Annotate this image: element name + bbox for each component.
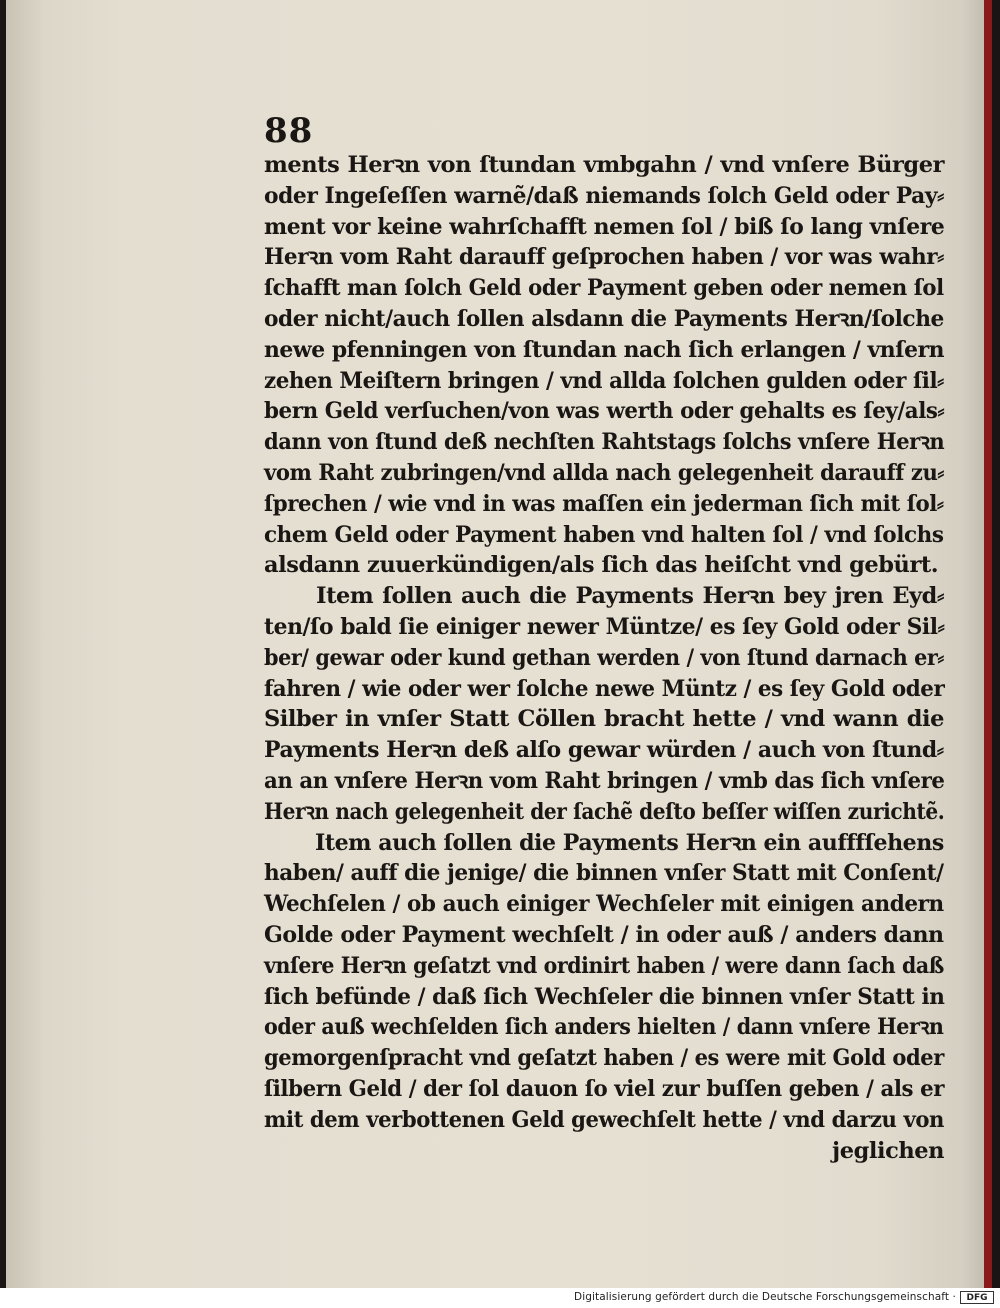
page-number: 88 [264, 111, 314, 151]
text-line: oder Ingeſeſſen warnẽ/daß niemands ſolch Geld oder Pay⸗ [264, 182, 944, 209]
text-line: ſilbern Geld / der ſol dauon ſo viel zur buſſen geben / als er [264, 1075, 945, 1102]
footer-credit: Digitalisierung gefördert durch die Deutsche Forschungsgemeinschaft · [574, 1291, 956, 1303]
text-line: chem Geld oder Payment haben vnd halten ſol / vnd ſolchs [264, 521, 944, 548]
text-line: Herꝛn vom Raht darauff geſprochen haben / vor was wahr⸗ [264, 244, 944, 271]
text-line: ſprechen / wie vnd in was maſſen ein jederman ſich mit ſol⸗ [264, 490, 944, 517]
text-line: Wechſelen / ob auch einiger Wechſeler mit einigen andern [264, 891, 944, 918]
text-line: ments Herꝛn von ſtundan vmbgahn / vnd vnſere Bürger [264, 152, 944, 178]
text-line: ſchafft man ſolch Geld oder Payment geben oder nemen ſol [264, 275, 944, 302]
footer-bar [0, 1288, 1000, 1308]
text-line: dann von ſtund deß nechſten Rahtstags ſolchs vnſere Herꝛn [264, 429, 945, 456]
text-line: ber/ gewar oder kund gethan werden / von ſtund darnach er⸗ [264, 644, 944, 671]
catchword: jeglichen [832, 1137, 944, 1164]
paragraph-start-line: Item auch ſollen die Payments Herꝛn ein aufffſehens [314, 829, 944, 856]
text-line: Herꝛn nach gelegenheit der ſachẽ deſto beſſer wiſſen zurichtẽ. [264, 798, 945, 825]
text-line: mit dem verbottenen Geld gewechſelt hette / vnd darzu von [264, 1106, 944, 1133]
text-line: fahren / wie oder wer ſolche newe Müntz / es ſey Gold oder [264, 675, 945, 702]
text-line: ment vor keine wahrſchafft nemen ſol / biß ſo lang vnſere [264, 213, 945, 240]
text-line: gemorgenſpracht vnd geſatzt haben / es were mit Gold oder [264, 1045, 944, 1072]
text-line: vnſere Herꝛn geſatzt vnd ordinirt haben / were dann ſach daß [264, 952, 944, 979]
text-line: Golde oder Payment wechſelt / in oder auß / anders dann [264, 921, 944, 948]
text-line: newe pfenningen von ſtundan nach ſich erlangen / vnſern [264, 336, 945, 363]
page-text [264, 112, 944, 1166]
binding-edge [984, 0, 992, 1288]
text-line: bern Geld verſuchen/von was werth oder gehalts es ſey/als⸗ [264, 398, 945, 425]
text-line: alsdann zuuerkündigen/als ſich das heiſcht vnd gebürt. [264, 552, 939, 579]
text-line: Payments Herꝛn deß alſo gewar würden / auch von ſtund⸗ [264, 737, 944, 764]
text-line: vom Raht zubringen/vnd allda nach gelegenheit darauff zu⸗ [264, 459, 945, 486]
text-line: haben/ auff die jenige/ die binnen vnſer Statt mit Conſent/ [264, 860, 944, 887]
text-line: ten/ſo bald ſie einiger newer Müntze/ es ſey Gold oder Sil⸗ [264, 613, 945, 640]
text-line: oder nicht/auch ſollen alsdann die Payments Herꝛn/ſolche [264, 305, 944, 332]
paragraph-start-line: Item ſollen auch die Payments Herꝛn bey jren Eyd⸗ [316, 583, 944, 610]
text-line: Silber in vnſer Statt Cöllen bracht hette / vnd wann die [264, 706, 944, 733]
text-line: an an vnſere Herꝛn vom Raht bringen / vmb das ſich vnſere [264, 767, 945, 794]
text-line: zehen Meiſtern bringen / vnd allda ſolchen gulden oder ſil⸗ [264, 367, 944, 394]
dfg-logo-icon: DFG [960, 1291, 994, 1304]
text-line: ſich befünde / daß ſich Wechſeler die binnen vnſer Statt in [264, 983, 945, 1010]
text-line: oder auß wechſelden ſich anders hielten / dann vnſere Herꝛn [264, 1014, 944, 1041]
book-page [6, 0, 992, 1288]
